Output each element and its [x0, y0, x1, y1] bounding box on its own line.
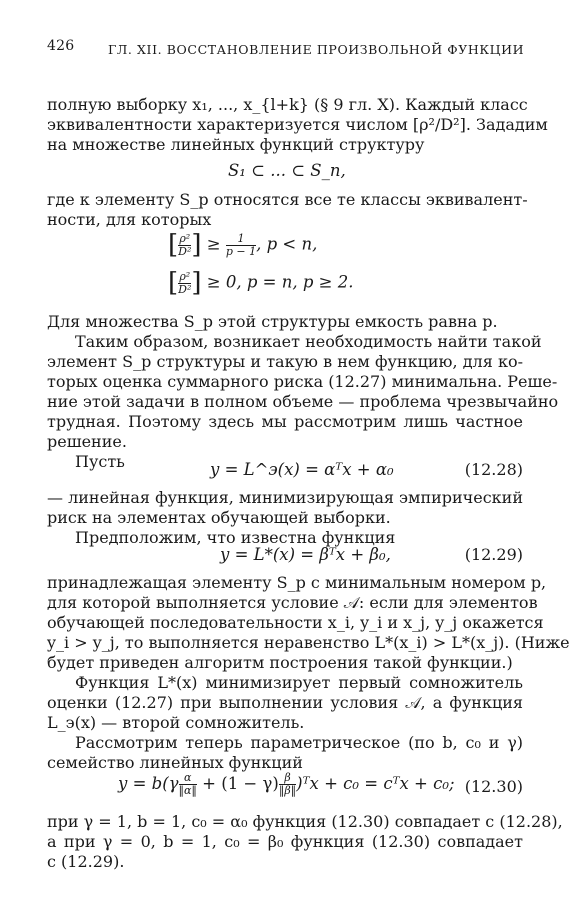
- text-line: где к элементу S_p относятся все те классы эквивалент-: [47, 190, 528, 209]
- page-number: 426: [47, 38, 75, 54]
- fraction: $\frac{\beta}{‖\beta‖}$: [278, 771, 297, 797]
- text-line: полную выборку x₁, ..., x_{l+k} (§ 9 гл. X). Каждый класс: [47, 95, 528, 114]
- text-line: будет приведен алгоритм построения такой функции.): [47, 653, 513, 672]
- fraction: $\frac{\alpha}{‖\alpha‖}$: [178, 771, 197, 797]
- formula-12-28: y = L^э(x) = αᵀx + α₀: [210, 460, 394, 479]
- fraction: $\frac{1}{p - 1}$: [225, 231, 257, 258]
- text-line: семейство линейных функций: [47, 753, 303, 772]
- equation-number: (12.28): [464, 460, 523, 479]
- text-line: эквивалентности характеризуется числом [ρ²/D²]. Зададим: [47, 115, 548, 134]
- text-line: ние этой задачи в полном объеме — проблема чрезвычайно: [47, 392, 559, 411]
- text-line: на множестве линейных функций структуру: [47, 135, 425, 154]
- text-line: трудная. Поэтому здесь мы рассмотрим лишь частное: [47, 412, 523, 431]
- text-line: — линейная функция, минимизирующая эмпирический: [47, 488, 524, 507]
- text-line: Рассмотрим теперь параметрическое (по b, c₀ и γ): [75, 733, 523, 752]
- text-line: ности, для которых: [47, 210, 212, 229]
- text-line: принадлежащая элементу S_p с минимальным номером p,: [47, 573, 547, 592]
- text-line: при γ = 1, b = 1, c₀ = α₀ функция (12.30) совпадает с (12.28),: [47, 812, 563, 831]
- text-line: Пусть: [75, 452, 125, 471]
- text-line: Предположим, что известна функция: [75, 528, 396, 547]
- text-line: Таким образом, возникает необходимость найти такой: [75, 332, 542, 351]
- text-line: с (12.29).: [47, 852, 125, 871]
- text-line: Функция L*(x) минимизирует первый сомножитель: [75, 673, 523, 692]
- fraction: $\frac{\text{ρ²}}{\text{D²}}$: [178, 231, 192, 258]
- text-line: для которой выполняется условие 𝒜: если для элементов: [47, 593, 538, 612]
- text-line: y_i > y_j, то выполняется неравенство L*(x_i) > L*(x_j). (Ниже: [47, 633, 570, 652]
- text-line: риск на элементах обучающей выборки.: [47, 508, 391, 527]
- formula-structure-chain: S₁ ⊂ ... ⊂ S_n,: [228, 161, 346, 180]
- text-line: L_э(x) — второй сомножитель.: [47, 713, 305, 732]
- formula-12-30: y = b(γ $\frac{\alpha}{‖\alpha‖}$ + (1 − γ) $\frac{\beta}{‖\beta‖}$ )ᵀx + c₀ = cᵀx + c₀;: [118, 771, 455, 797]
- formula-12-29: y = L*(x) = βᵀx + β₀,: [220, 545, 391, 564]
- text-line: оценки (12.27) при выполнении условия 𝒜, а функция: [47, 693, 523, 712]
- text-line: обучающей последовательности x_i, y_i и x_j, y_j окажется: [47, 613, 544, 632]
- running-title: ГЛ. XII. ВОССТАНОВЛЕНИЕ ПРОИЗВОЛЬНОЙ ФУНКЦИИ: [108, 42, 525, 57]
- equation-number: (12.30): [464, 777, 523, 796]
- equation-number: (12.29): [464, 545, 523, 564]
- text-line: элемент S_p структуры и такую в нем функцию, для ко-: [47, 352, 523, 371]
- fraction: $\frac{\text{ρ²}}{\text{D²}}$: [178, 269, 192, 296]
- formula-condition-1: [ $\frac{\text{ρ²}}{\text{D²}}$ ] ≥ $\frac{1}{p - 1}$ , p < n,: [168, 230, 318, 260]
- text-line: торых оценка суммарного риска (12.27) минимальна. Реше-: [47, 372, 558, 391]
- formula-condition-2: [ $\frac{\text{ρ²}}{\text{D²}}$ ] ≥ 0, p = n, p ≥ 2.: [168, 268, 354, 298]
- text-line: Для множества S_p этой структуры емкость равна p.: [47, 312, 498, 331]
- text-line: решение.: [47, 432, 127, 451]
- text-line: а при γ = 0, b = 1, c₀ = β₀ функция (12.30) совпадает: [47, 832, 523, 851]
